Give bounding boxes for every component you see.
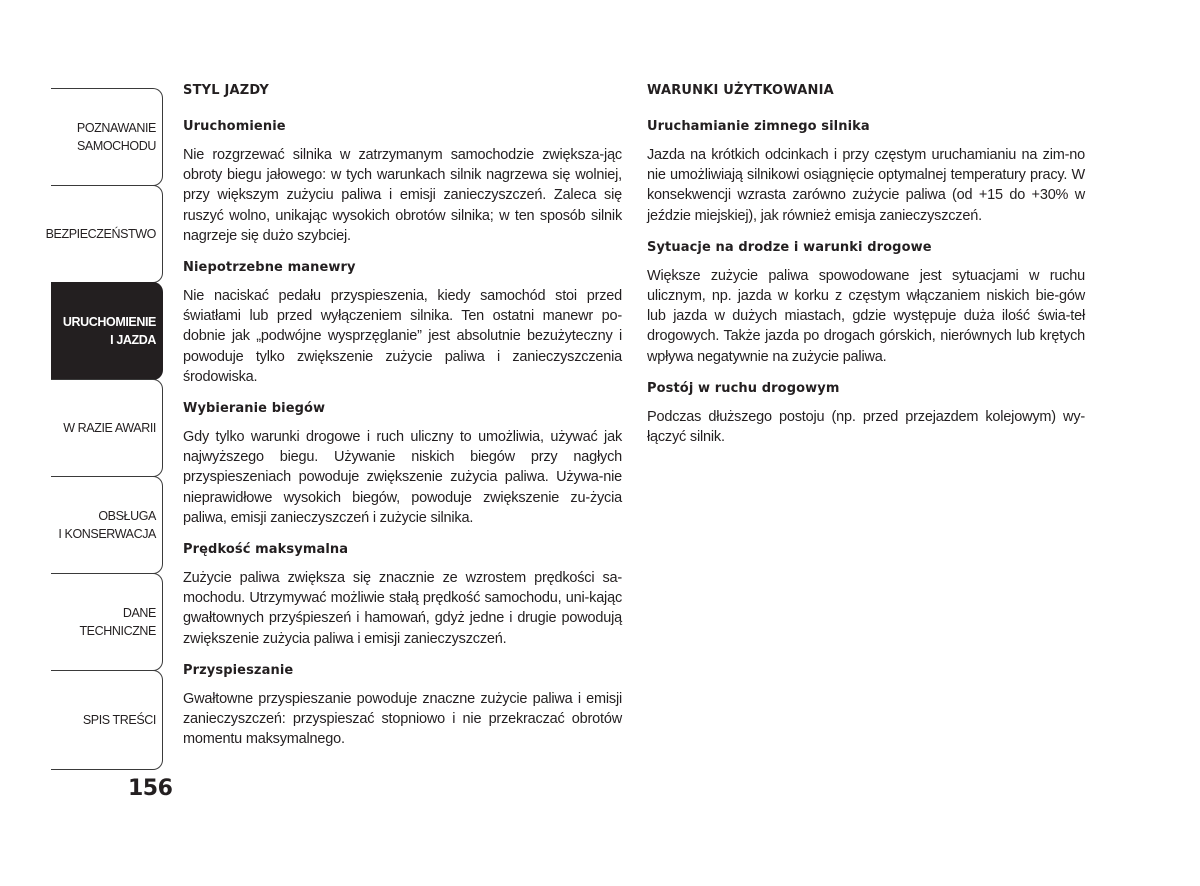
paragraph: Gdy tylko warunki drogowe i ruch uliczny to umożliwia, używać jak najwyższego biegu. Używanie niskich biegów przy nagłych przyspieszeniach powoduje zwiększenie zużycia paliwa. Używa-nie nieprawidłowe wysokich biegów, powoduje zwiększenie zu-życia paliwa, emisji zanieczyszczeń i zużycie silnika.: [183, 429, 622, 526]
tab-uruchomienie-i-jazda[interactable]: [51, 282, 163, 380]
right-column: [647, 82, 1085, 460]
section-title: STYL JAZDY: [183, 83, 270, 98]
subheading: Prędkość maksymalna: [183, 542, 349, 558]
subheading: Uruchomienie: [183, 119, 286, 134]
subheading: Niepotrzebne manewry: [183, 260, 356, 276]
tab-label: W RAZIE AWARII: [63, 421, 156, 435]
subheading: Sytuacje na drodze i warunki drogowe: [647, 239, 932, 255]
subheading: Postój w ruchu drogowym: [647, 380, 840, 396]
page-number: 156: [128, 776, 173, 801]
paragraph: Nie naciskać pedału przyspieszenia, kiedy samochód stoi przed światłami lub przed wyłączeniem silnika. Ten ostatni manewr po-dobnie jak „podwójne wysprzęglanie” jest absolutnie bezużyteczny i powoduje tylko zwiększenie zużycie paliwa i zanieczyszczenia środowiska.: [183, 288, 622, 385]
tab-label: URUCHOMIENIE I JAZDA: [62, 315, 156, 347]
subheading: Wybieranie biegów: [183, 401, 326, 417]
paragraph: Jazda na krótkich odcinkach i przy częstym uruchamianiu na zim-no nie umożliwiają silnikowi osiągnięcie optymalnej temperatury pracy. W konsekwencji wzrasta zarówno zużycie paliwa (od +15 do +30% w jeździe miejskiej), jak również emisja zanieczyszczeń.: [647, 147, 1085, 224]
tab-label: SPIS TREŚCI: [82, 713, 156, 727]
paragraph: Nie rozgrzewać silnika w zatrzymanym samochodzie zwiększa-jąc obroty biegu jałowego: w tych warunkach silnik nagrzewa się wolniej, przy większym zużyciu paliwa i emisji zanieczyszczeń. Zaleca się ruszyć wolno, unikając wysokich obrotów silnika; w ten sposób silnik nagrzeje się dużo szybciej.: [183, 147, 622, 244]
tab-label: OBSŁUGA I KONSERWACJA: [58, 509, 156, 541]
tab-spis-tresci[interactable]: [51, 670, 163, 770]
paragraph: Gwałtowne przyspieszanie powoduje znaczne zużycie paliwa i emisji zanieczyszczeń: przyspieszać stopniowo i nie przekraczać obrotów momentu maksymalnego.: [183, 690, 622, 748]
tab-w-razie-awarii[interactable]: [51, 379, 163, 477]
tab-label: BEZPIECZEŃSTWO: [45, 227, 156, 241]
tab-bezpieczenstwo[interactable]: [45, 185, 163, 283]
subheading: Przyspieszanie: [183, 662, 294, 678]
paragraph: Podczas dłuższego postoju (np. przed przejazdem kolejowym) wy-łączyć silnik.: [647, 408, 1085, 446]
left-column: [183, 82, 622, 762]
tab-dane-techniczne[interactable]: [51, 573, 163, 671]
subheading: Uruchamianie zimnego silnika: [647, 119, 870, 134]
tab-poznawanie-samochodu[interactable]: [51, 88, 163, 186]
section-title: WARUNKI UŻYTKOWANIA: [647, 83, 834, 98]
tab-label: POZNAWANIE SAMOCHODU: [76, 121, 156, 153]
tab-label: DANE TECHNICZNE: [79, 606, 156, 638]
paragraph: Większe zużycie paliwa spowodowane jest sytuacjami w ruchu ulicznym, np. jazda w korku z częstym włączaniem niskich bie-gów lub jazda w dużych miastach, gdzie występuje duża ilość świa-teł drogowych. Także jazda po drogach górskich, nierównych lub krętych wpływa negatywnie na zużycie paliwa.: [647, 267, 1085, 365]
tab-obsluga-i-konserwacja[interactable]: [51, 476, 163, 574]
paragraph: Zużycie paliwa zwiększa się znacznie ze wzrostem prędkości sa-mochodu. Utrzymywać możliwie stałą prędkość samochodu, uni-kając gwałtownych przyśpieszeń i hamowań, gdyż jedne i drugie powodują zwiększenie zużycia paliwa i emisji zanieczyszczeń.: [183, 570, 622, 647]
